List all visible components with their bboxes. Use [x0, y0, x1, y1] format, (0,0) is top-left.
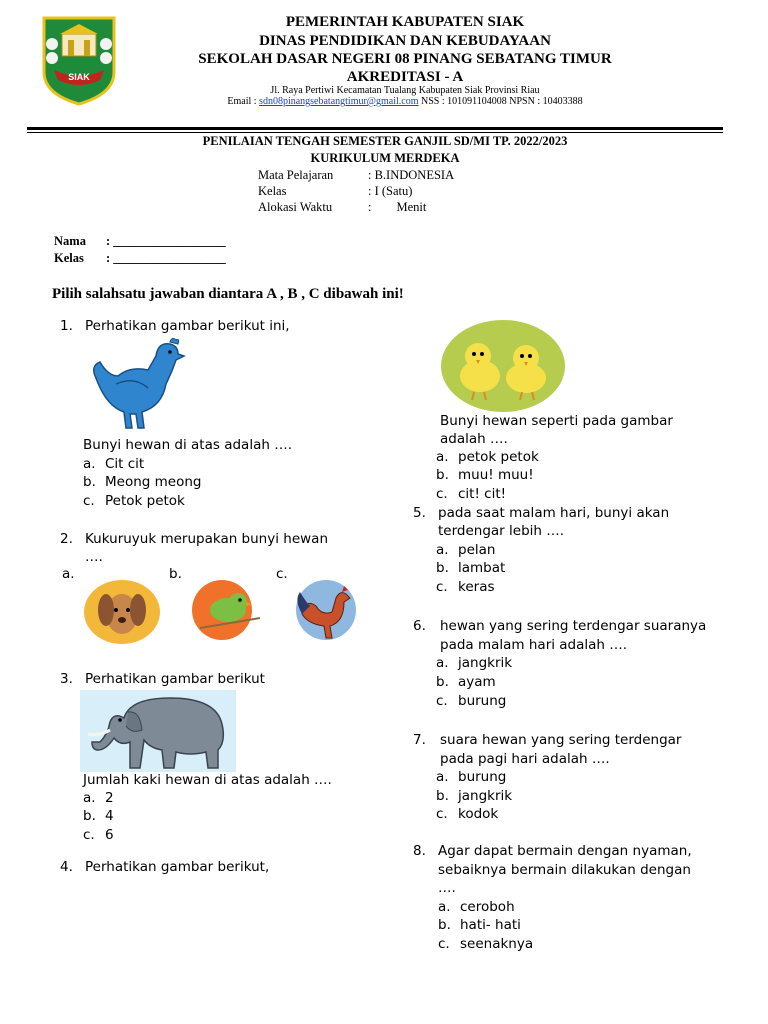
option-6b[interactable]	[436, 673, 496, 692]
question-number: 3.	[60, 671, 73, 687]
option-text: jangkrik	[458, 655, 513, 671]
school-ids: NSS : 101091104008 NPSN : 10403388	[418, 96, 583, 107]
question-number: 6.	[413, 618, 426, 634]
option-text: ceroboh	[460, 899, 515, 915]
question-text: suara hewan yang sering terdengar	[440, 732, 682, 748]
option-text: lambat	[458, 560, 506, 576]
chicks-image	[440, 318, 566, 412]
option-text: cit! cit!	[458, 486, 507, 502]
option-letter: c.	[436, 693, 448, 709]
image-option-2b-letter[interactable]: b.	[169, 566, 182, 582]
header-school: SEKOLAH DASAR NEGERI 08 PINANG SEBATANG TIMUR	[198, 51, 612, 67]
exam-curriculum: KURIKULUM MERDEKA	[310, 151, 460, 165]
question-3	[60, 670, 265, 689]
student-name-label: Nama	[54, 234, 86, 248]
question-6	[413, 617, 707, 636]
option-text: seenaknya	[460, 936, 534, 952]
question-text: hewan yang sering terdengar suaranya	[440, 618, 707, 634]
question-4-follow-2: adalah ….	[440, 431, 508, 447]
siak-regency-logo	[38, 14, 120, 106]
class-value: : I (Satu)	[368, 184, 413, 198]
option-letter: c.	[83, 827, 95, 843]
option-4b[interactable]	[436, 466, 534, 485]
question-3-follow: Jumlah kaki hewan di atas adalah ….	[83, 772, 332, 788]
question-number: 8.	[413, 843, 426, 859]
question-5	[413, 504, 670, 523]
class-label: Kelas	[258, 184, 287, 198]
question-number: 7.	[413, 732, 426, 748]
option-text: ayam	[458, 674, 496, 690]
question-2	[60, 530, 329, 549]
header-address: Jl. Raya Pertiwi Kecamatan Tualang Kabupaten Siak Provinsi Riau	[270, 85, 540, 96]
image-option-2c-letter[interactable]: c.	[276, 566, 288, 582]
bird-image[interactable]	[190, 578, 270, 644]
question-number: 4.	[60, 859, 73, 875]
time-value: : Menit	[368, 200, 427, 214]
option-letter: b.	[436, 788, 449, 804]
student-class-label: Kelas	[54, 251, 84, 265]
option-letter: a.	[83, 456, 96, 472]
option-letter: b.	[83, 474, 96, 490]
question-4	[60, 858, 270, 877]
option-letter: b.	[438, 917, 451, 933]
option-text: Petok petok	[105, 493, 185, 509]
question-4-follow: Bunyi hewan seperti pada gambar	[440, 413, 673, 429]
question-7	[413, 731, 682, 750]
option-text: kodok	[458, 806, 499, 822]
image-option-2a-letter[interactable]: a.	[62, 566, 75, 582]
option-letter: c.	[436, 486, 448, 502]
option-text: 2	[105, 790, 114, 806]
option-letter: a.	[438, 899, 451, 915]
question-1-follow: Bunyi hewan di atas adalah ….	[83, 437, 292, 453]
option-text: burung	[458, 693, 507, 709]
time-label: Alokasi Waktu	[258, 200, 333, 214]
option-letter: a.	[436, 769, 449, 785]
option-letter: a.	[83, 790, 96, 806]
option-5c[interactable]	[436, 578, 495, 597]
option-text: keras	[458, 579, 495, 595]
header-government: PEMERINTAH KABUPATEN SIAK	[285, 14, 525, 30]
question-text: Kukuruyuk merupakan bunyi hewan	[85, 531, 329, 547]
option-5b[interactable]	[436, 559, 505, 578]
option-text: pelan	[458, 542, 496, 558]
option-7b[interactable]	[436, 787, 512, 806]
question-text: pada saat malam hari, bunyi akan	[438, 505, 670, 521]
instruction: Pilih salahsatu jawaban diantara A , B , C dibawah ini!	[52, 286, 404, 302]
question-text: Perhatikan gambar berikut	[85, 671, 265, 687]
email-link[interactable]: sdn08pinangsebatangtimur@gmail.com	[259, 96, 419, 107]
option-text: 6	[105, 827, 114, 843]
question-5-line-2: terdengar lebih ….	[438, 523, 565, 539]
question-text: Perhatikan gambar berikut ini,	[85, 318, 290, 334]
elephant-image	[80, 690, 236, 772]
option-3a[interactable]	[83, 789, 114, 808]
option-letter: c.	[436, 806, 448, 822]
header-department: DINAS PENDIDIKAN DAN KEBUDAYAAN	[259, 33, 551, 49]
option-1a[interactable]	[83, 455, 144, 474]
question-number: 1.	[60, 318, 73, 334]
option-letter: b.	[436, 560, 449, 576]
question-text: Perhatikan gambar berikut,	[85, 859, 270, 875]
option-8a[interactable]	[438, 898, 515, 917]
option-text: burung	[458, 769, 507, 785]
option-8b[interactable]	[438, 916, 521, 935]
option-4a[interactable]	[436, 448, 539, 467]
option-3b[interactable]	[83, 807, 114, 826]
question-6-line-2: pada malam hari adalah ….	[440, 637, 628, 653]
student-class-field[interactable]: : __________________	[106, 251, 226, 265]
option-letter: a.	[436, 449, 449, 465]
logo-text: SIAK	[68, 72, 90, 82]
option-text: Meong meong	[105, 474, 202, 490]
student-name-field[interactable]: : __________________	[106, 234, 226, 248]
subject-value: : B.INDONESIA	[368, 168, 455, 182]
header-divider-thick	[27, 127, 723, 130]
option-letter: b.	[83, 808, 96, 824]
rooster-image[interactable]	[292, 580, 362, 644]
option-text: petok petok	[458, 449, 539, 465]
option-text: hati- hati	[460, 917, 521, 933]
blue-chicken-image	[86, 336, 186, 434]
option-7c[interactable]	[436, 805, 498, 824]
option-text: Cit cit	[105, 456, 145, 472]
question-2-ellipsis: ….	[85, 549, 103, 565]
question-text: Agar dapat bermain dengan nyaman,	[438, 843, 692, 859]
header-divider-thin	[27, 132, 723, 133]
option-7a[interactable]	[436, 768, 506, 787]
header-contact	[150, 96, 660, 107]
dog-image[interactable]	[82, 578, 162, 644]
option-letter: c.	[436, 579, 448, 595]
option-letter: c.	[83, 493, 95, 509]
option-text: jangkrik	[458, 788, 513, 804]
option-6c[interactable]	[436, 692, 506, 711]
subject-label: Mata Pelajaran	[258, 168, 334, 182]
option-5a[interactable]	[436, 541, 495, 560]
question-8-line-3: ….	[438, 880, 456, 896]
question-number: 5.	[413, 505, 426, 521]
option-letter: c.	[438, 936, 450, 952]
question-7-line-2: pada pagi hari adalah ….	[440, 751, 610, 767]
email-label: Email :	[227, 96, 260, 107]
question-1	[60, 317, 290, 336]
option-1b[interactable]	[83, 473, 201, 492]
option-1c[interactable]	[83, 492, 185, 511]
option-text: 4	[105, 808, 114, 824]
question-number: 2.	[60, 531, 73, 547]
option-letter: a.	[436, 655, 449, 671]
option-text: muu! muu!	[458, 467, 534, 483]
option-6a[interactable]	[436, 654, 512, 673]
exam-title: PENILAIAN TENGAH SEMESTER GANJIL SD/MI TP. 2022/2023	[202, 134, 568, 148]
option-3c[interactable]	[83, 826, 114, 845]
header-accreditation: AKREDITASI - A	[346, 69, 464, 85]
option-4c[interactable]	[436, 485, 506, 504]
option-letter: b.	[436, 467, 449, 483]
question-8	[413, 842, 692, 861]
option-letter: a.	[436, 542, 449, 558]
option-8c[interactable]	[438, 935, 533, 954]
option-letter: b.	[436, 674, 449, 690]
question-8-line-2: sebaiknya bermain dilakukan dengan	[438, 862, 691, 878]
